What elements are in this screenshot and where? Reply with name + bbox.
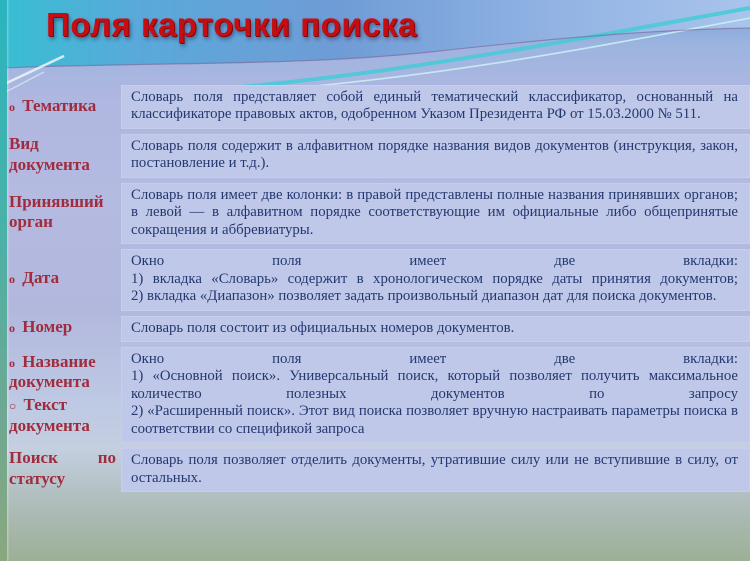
- row-body: [121, 448, 750, 492]
- row-label: [0, 448, 121, 491]
- body-segment: 1) «Основной поиск». Универсальный поиск, который позволяет получить максимальное количество полезных документов по запросу: [131, 368, 738, 402]
- label-item: [9, 448, 116, 489]
- row-label: [0, 352, 121, 439]
- row-body: [121, 134, 750, 178]
- body-segment: Окно поля имеет две вкладки:: [131, 350, 738, 367]
- label-text: Вид документа: [9, 134, 90, 174]
- table-row: [0, 134, 750, 178]
- table-row: [0, 183, 750, 244]
- row-body: [121, 85, 750, 129]
- bullet-icon: о: [9, 355, 15, 370]
- label-text: Тематика: [22, 95, 97, 115]
- label-text: Текст документа: [9, 395, 90, 435]
- body-segment: Словарь поля имеет две колонки: в правой представлены полные названия принявших органов; в левой — в алфавитном порядке соответствующие им официальные либо общепринятые сокращения и аббревиатуры.: [131, 186, 738, 238]
- label-text: Номер: [22, 317, 73, 337]
- bullet-icon: о: [9, 321, 15, 336]
- slide-title: Поля карточки поиска: [46, 6, 417, 43]
- row-body: [121, 316, 750, 342]
- body-segment: Словарь поля позволяет отделить документы, утратившие силу или не вступившие в силу, от остальных.: [131, 452, 738, 486]
- label-text: Поиск по статусу: [9, 448, 116, 489]
- search-card-fields-table: [0, 85, 750, 497]
- row-label: [0, 96, 121, 119]
- body-segment: 1) вкладка «Словарь» содержит в хронологическом порядке даты принятия документов;: [131, 270, 738, 287]
- bullet-icon: ○: [9, 399, 17, 414]
- row-body: [121, 183, 750, 244]
- label-item: [9, 134, 116, 175]
- label-item: [9, 317, 116, 338]
- body-segment: 2) вкладка «Диапазон» позволяет задать произвольный диапазон дат для поиска документов.: [131, 288, 717, 305]
- table-row: [0, 448, 750, 492]
- body-segment: Словарь поля представляет собой единый тематический классификатор, основанный на классификаторе правовых актов, одобренном Указом Президента РФ от 15.03.2000 № 511.: [131, 89, 738, 123]
- label-item: [9, 352, 116, 393]
- label-item: [9, 268, 116, 289]
- row-body: [121, 249, 750, 310]
- body-segment: 2) «Расширенный поиск». Этот вид поиска позволяет вручную настраивать параметры поиска в соответствии со спецификой запроса: [131, 403, 738, 437]
- body-segment: Словарь поля состоит из официальных номеров документов.: [131, 319, 515, 336]
- label-item: [9, 395, 116, 436]
- bullet-icon: о: [9, 99, 15, 114]
- label-text: Название документа: [9, 351, 96, 392]
- row-label: [0, 268, 121, 291]
- label-item: [9, 96, 116, 117]
- label-item: [9, 192, 116, 233]
- body-segment: Окно поля имеет две вкладки:: [131, 253, 738, 270]
- table-row: [0, 249, 750, 310]
- body-segment: Словарь поля содержит в алфавитном порядке названия видов документов (инструкция, закон, постановление и т.д.).: [131, 137, 738, 172]
- row-label: [0, 317, 121, 340]
- row-label: [0, 134, 121, 177]
- table-row: [0, 347, 750, 443]
- label-text: Дата: [22, 268, 60, 288]
- bullet-icon: о: [9, 272, 15, 287]
- table-row: [0, 316, 750, 342]
- table-row: [0, 85, 750, 129]
- row-body: [121, 347, 750, 443]
- row-label: [0, 192, 121, 235]
- label-text: Принявший орган: [9, 191, 104, 232]
